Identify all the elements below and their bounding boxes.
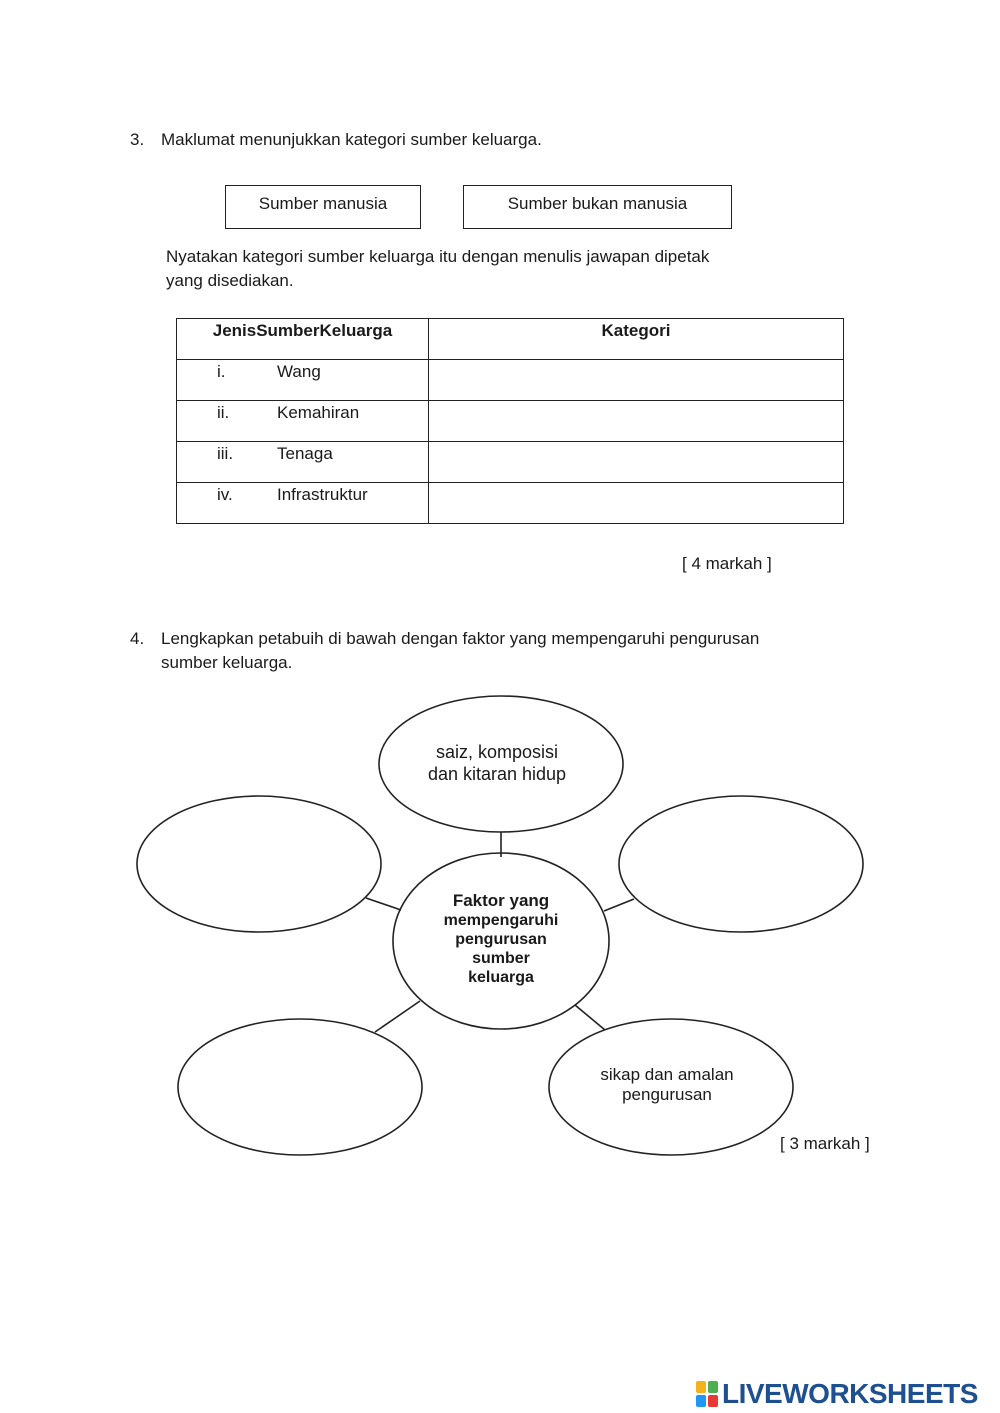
table-row — [177, 442, 844, 483]
q3-marks: [ 4 markah ] — [682, 554, 772, 573]
row-number: iv. — [217, 485, 233, 504]
row-number: i. — [217, 362, 226, 381]
top-bubble-line2: dan kitaran hidup — [427, 764, 567, 784]
answer-cell[interactable] — [429, 401, 844, 442]
row-label: Tenaga — [277, 444, 333, 463]
bubble-left-empty — [137, 796, 381, 932]
q4-prompt-line1: Lengkapkan petabuih di bawah dengan faktor yang mempengaruhi pengurusan — [161, 629, 760, 648]
liveworksheets-logo — [696, 1378, 978, 1410]
answer-cell[interactable] — [429, 442, 844, 483]
option-sumber-manusia: Sumber manusia — [225, 185, 421, 229]
answer-cell[interactable] — [429, 483, 844, 524]
answer-cell[interactable] — [429, 360, 844, 401]
bubble-map — [0, 680, 1000, 1170]
q3-instruction-line1: Nyatakan kategori sumber keluarga itu dengan menulis jawapan dipetak — [166, 247, 710, 266]
bottom-right-bubble-line1: sikap dan amalan — [600, 1065, 734, 1084]
center-line2: mempengaruhi — [443, 912, 559, 929]
row-label: Wang — [277, 362, 321, 381]
logo-icon — [696, 1381, 718, 1407]
logo-square-green — [708, 1381, 718, 1393]
header-kategori: Kategori — [429, 319, 844, 360]
table-row — [177, 360, 844, 401]
q3-prompt: Maklumat menunjukkan kategori sumber keluarga. — [161, 130, 542, 149]
row-number: ii. — [217, 403, 230, 422]
logo-square-blue — [696, 1395, 706, 1407]
q4-marks: [ 3 markah ] — [780, 1134, 870, 1153]
logo-square-red — [708, 1395, 718, 1407]
row-label: Kemahiran — [277, 403, 360, 422]
center-line4: sumber — [472, 950, 530, 967]
center-line5: keluarga — [468, 969, 534, 986]
option-sumber-bukan-manusia: Sumber bukan manusia — [463, 185, 732, 229]
q3-number: 3. — [130, 130, 145, 149]
logo-text: LIVEWORKSHEETS — [722, 1378, 978, 1409]
top-bubble-line1: saiz, komposisi — [435, 742, 559, 762]
center-line1: Faktor yang — [452, 891, 550, 910]
row-number: iii. — [217, 444, 234, 463]
q4-number: 4. — [130, 629, 145, 648]
row-label: Infrastruktur — [277, 485, 368, 504]
bottom-right-bubble-line2: pengurusan — [622, 1085, 712, 1104]
header-jenis: JenisSumberKeluarga — [177, 319, 429, 360]
category-table — [176, 318, 844, 524]
connector-right — [604, 899, 634, 911]
connector-bottom-left — [375, 1001, 420, 1032]
bubble-bottom-left-empty — [178, 1019, 422, 1155]
center-line3: pengurusan — [455, 931, 547, 948]
bubble-right-empty — [619, 796, 863, 932]
table-row — [177, 401, 844, 442]
connector-left — [366, 898, 401, 910]
logo-square-yellow — [696, 1381, 706, 1393]
q3-instruction-line2: yang disediakan. — [166, 271, 294, 290]
connector-bottom-right — [575, 1005, 605, 1030]
table-row — [177, 483, 844, 524]
q4-prompt-line2: sumber keluarga. — [161, 653, 293, 672]
